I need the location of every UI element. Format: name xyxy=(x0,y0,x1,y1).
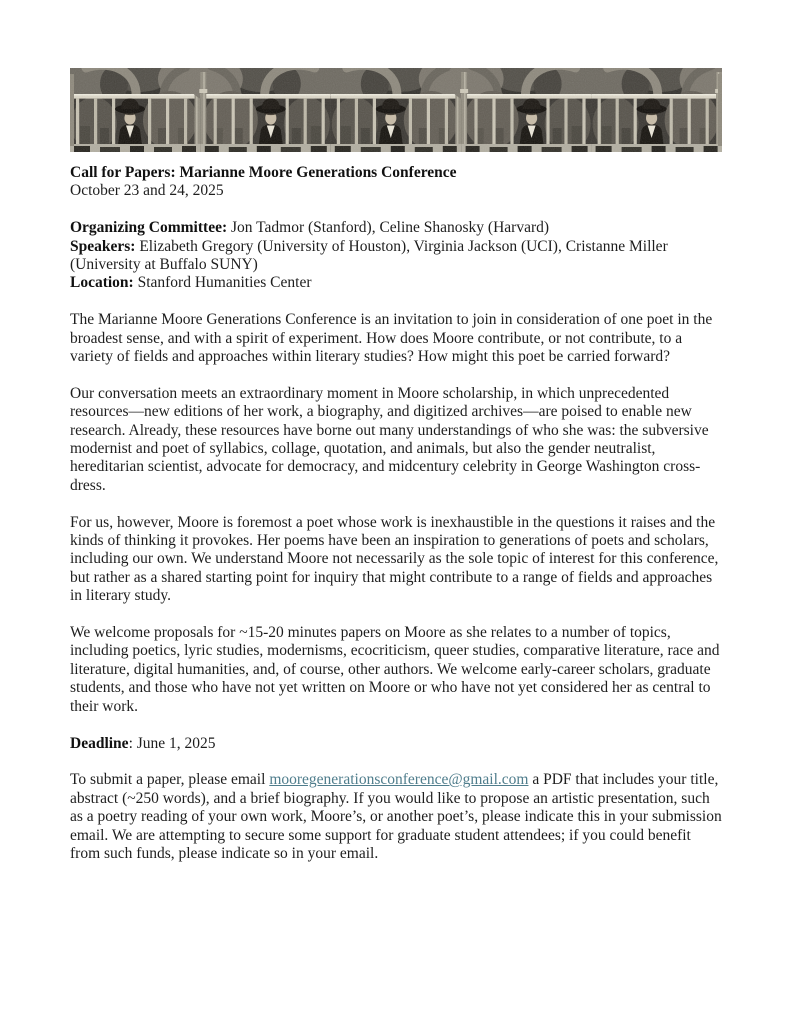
proposals-paragraph: We welcome proposals for ~15-20 minutes papers on Moore as she relates to a number of topics, including poetics, lyric studies, modernisms, ecocriticism, queer studies, comparative literature, race and literature, digital humanities, and, of course, other authors. We welcome early-career scholars, graduate students, and those who have not yet written on Moore or who have not yet considered her as central to their work. xyxy=(70,624,720,715)
title-block xyxy=(70,164,722,201)
submission-paragraph xyxy=(70,771,722,863)
deadline-value: : June 1, 2025 xyxy=(128,734,216,752)
organizing-committee-value: Jon Tadmor (Stanford), Celine Shanosky (Harvard) xyxy=(227,219,550,237)
details-block xyxy=(70,219,722,293)
speakers-label: Speakers: xyxy=(70,237,136,255)
moore-elephants-photo-strip xyxy=(70,68,722,152)
document-title: Call for Papers: Marianne Moore Generations Conference xyxy=(70,164,457,181)
organizing-committee-label: Organizing Committee: xyxy=(70,219,228,237)
submission-text-before: To submit a paper, please email xyxy=(70,771,270,789)
deadline-label: Deadline xyxy=(70,734,129,752)
location-value: Stanford Humanities Center xyxy=(133,274,312,292)
speakers-value: Elizabeth Gregory (University of Houston), Virginia Jackson (UCI), Cristanne Miller (University at Buffalo SUNY) xyxy=(70,237,668,274)
conference-dates: October 23 and 24, 2025 xyxy=(70,182,224,200)
email-link[interactable]: mooregenerationsconference@gmail.com xyxy=(269,771,529,789)
deadline-line xyxy=(70,735,722,753)
inexhaustible-poet-paragraph: For us, however, Moore is foremost a poet whose work is inexhaustible in the questions it raises and the kinds of thinking it provokes. Her poems have been an inspiration to generations of poets and scholars, including our own. We understand Moore not necessarily as the sole topic of interest for this conference, but rather as a shared starting point for inquiry that might contribute to a range of fields and approaches in literary study. xyxy=(70,513,719,605)
scholarship-paragraph: Our conversation meets an extraordinary moment in Moore scholarship, in which unprecedented resources—new editions of her work, a biography, and digitized archives—are poised to enable new research. Already, these resources have borne out many understandings of who she was: the subversive modernist and poet of syllabics, collage, quotation, and animals, but also the gender neutralist, hereditarian scientist, advocate for democracy, and midcentury celebrity in George Washington cross-dress. xyxy=(70,384,709,494)
location-label: Location: xyxy=(70,274,134,292)
intro-paragraph: The Marianne Moore Generations Conference is an invitation to join in consideration of one poet in the broadest sense, and with a spirit of experiment. How does Moore contribute, or not contribute, to a variety of fields and approaches within literary studies? How might this poet be carried forward? xyxy=(70,311,713,366)
submission-text-after: a PDF that includes your title, abstract (~250 words), and a brief biography. If you would like to propose an artistic presentation, such as a poetry reading of your own work, Moore’s, or another poet’s, please indicate this in your submission email. We are attempting to secure some support for graduate student attendees; if you could benefit from such funds, please indicate so in your email. xyxy=(70,771,722,862)
document-body xyxy=(70,164,722,882)
